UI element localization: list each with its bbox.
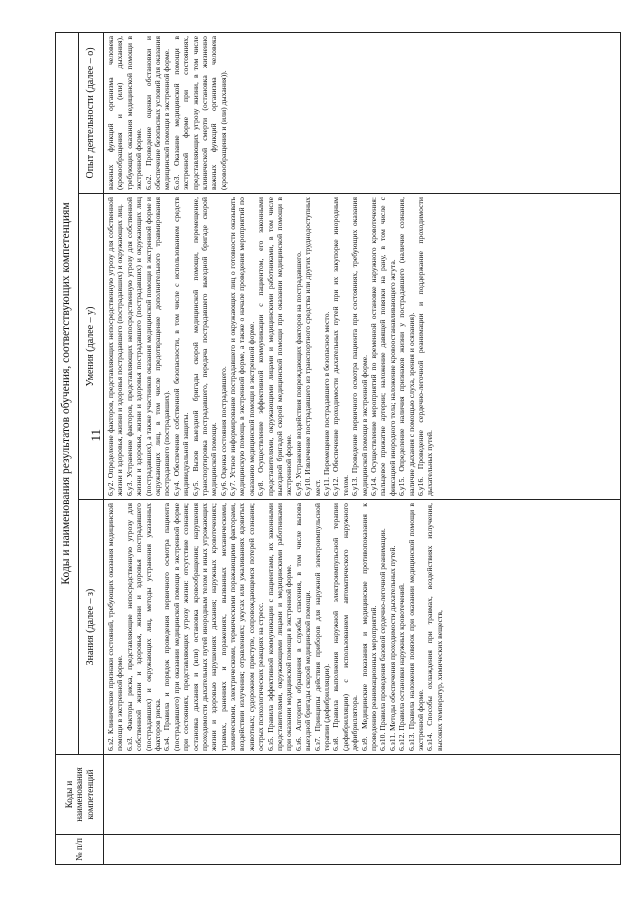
knowledge-cell	[104, 500, 621, 755]
knowledge-item: 6.з7. Принципы действия приборов для наружной электроимпульсной терапии (дефибрилляции).	[312, 503, 331, 751]
skill-item: 6.у6. Оценка состояния пострадавшего.	[218, 366, 228, 496]
competency-table	[55, 32, 621, 865]
knowledge-item: 6.з8. Правила выполнения наружной электроимпульсной терапии (дефибрилляции) с использованием автоматического наружного дефибриллятора.	[331, 503, 360, 751]
table-row	[104, 32, 621, 864]
skill-item: 6.у3. Устранение факторов, представляющих непосредственную угрозу для собственной жизни и здоровья, жизни и здоровья пострадавшего (пострадавших) и окружающих лиц (пострадавших), а также участников оказания медицинской помощи в экстренной форме и окружающих лиц, в том числе предотвращение дополнительного травмирования пострадавшего (пострадавших).	[124, 197, 172, 496]
col-codes-header: Коды и наименования компетенций	[56, 755, 104, 835]
skill-item: 6.у15. Определение наличия признаков жизни у пострадавшего (наличие сознания, наличие дыхания с помощью слуха, зрения и осязания).	[397, 197, 416, 496]
knowledge-item: 6.з5. Правила эффективной коммуникации с пациентами, их законными представителями, окружающими лицами и медицинскими работниками при оказании медицинской помощи в экстренной форме.	[265, 503, 294, 751]
row-code-cell	[104, 755, 621, 835]
page-number: 11	[88, 429, 103, 442]
skill-item: 6.у12. Обеспечение проходимости дыхательных путей при их закупорке инородным телом.	[331, 197, 350, 496]
knowledge-item: 6.з12. Правила остановки наружных кровотечений.	[397, 583, 407, 751]
knowledge-item: 6.з3. Факторы риска, представляющие непосредственную угрозу для собственной жизни и здоровья, жизни и здоровья пострадавшего (пострадавших) и окружающих лиц, методы устранения указанных факторов риска.	[124, 503, 162, 751]
experience-item: важных функций организма человека (кровообращения и (или) дыхания), требующих оказания медицинской помощи в экстренной форме.	[106, 35, 144, 190]
skill-item: 6.у11. Перемещение пострадавшего в безопасное место.	[321, 311, 331, 496]
knowledge-header: Знания (далее – з)	[79, 500, 104, 755]
experience-item: 6.о3. Оказание медицинской помощи в экстренной форме при состояниях, представляющих угрозу жизни, в том числе клинической смерти (остановка жизненно важных функций организма человека (кровообращения и (или) дыхания)).	[171, 35, 228, 190]
skill-item: 6.у8. Осуществление эффективной коммуникации с пациентом, его законными представителями, окружающими лицами и медицинскими работниками, в том числе выездной бригадой скорой медицинской помощи при оказании медицинской помощи в экстренной форме.	[256, 197, 294, 496]
knowledge-item: 6.з13. Правила наложения повязок при оказании медицинской помощи в экстренной форме.	[406, 503, 425, 751]
knowledge-item: 6.з2. Клинические признаки состояний, требующих оказания медицинской помощи в экстренной форме.	[106, 503, 125, 751]
skill-item: 6.у14. Осуществление мероприятий по временной остановке наружного кровотечения: пальцевое прижатие артерии; наложение давящей повязки на рану, в том числе с фиксацией инородного тела; наложение кровоостанавливающего жгута.	[368, 197, 397, 496]
knowledge-item: 6.з9. Медицинские показания и медицинские противопоказания к проведению реанимационных мероприятий.	[359, 503, 378, 751]
skill-item: 6.у7. Устное информирование пострадавшего и окружающих лиц о готовности оказывать медицинскую помощь в экстренной форме, а также о начале проведения мероприятий по оказанию медицинской помощи в экстренной форме.	[228, 197, 256, 496]
experience-cell	[104, 32, 621, 193]
skill-item: 6.у9. Устранение воздействия повреждающих факторов на пострадавшего.	[293, 251, 303, 496]
skill-item: 6.у16. Проведение сердечно-легочной реанимации и поддержание проходимости дыхательных путей.	[415, 197, 435, 496]
skills-cell	[104, 194, 621, 500]
knowledge-item: 6.з14. Способы охлаждения при травмах, воздействиях излучения, высоких температур, химических веществ,	[425, 503, 444, 751]
knowledge-item: 6.з11. Методы обеспечения проходимости дыхательных путей.	[387, 545, 397, 751]
skills-header: Умения (далее – у)	[79, 194, 104, 500]
col-number-header: № п/п	[56, 835, 104, 865]
row-number-cell	[104, 835, 621, 865]
knowledge-item: 6.з6. Алгоритм обращения в службы спасения, в том числе вызова выездной бригады скорой медицинской помощи.	[293, 503, 313, 751]
knowledge-item: 6.з10. Правила проведения базовой сердечно-легочной реанимации.	[378, 528, 388, 751]
skill-item: 6.у2. Определение факторов, представляющих непосредственную угрозу для собственной жизни и здоровья, жизни и здоровья пострадавшего (пострадавших) и окружающих лиц.	[106, 197, 125, 496]
knowledge-item: 6.з4. Правила и порядок проведения первичного осмотра пациента (пострадавшего) при оказании медицинской помощи в экстренной форме при состояниях, представляющих угрозу жизни: отсутствие сознания; остановка дыхания и (или) остановка кровообращения; нарушения проходимости дыхательных путей инородным телом и иных угрожающих жизни и здоровью нарушениях дыхания; наружных кровотечениях; травмах, ранениях и поражениях, вызванных механическими, химическими, электрическими, термическими поражающими факторами, воздействии излучения; отравлениях; укусах или ужаливаниях ядовитых животных; судорожном приступе, сопровождающемся потерей сознания; острых психологических реакциях на стресс.	[162, 503, 266, 751]
skill-item: 6.у5. Вызов выездной бригады скорой медицинской помощи, перемещение, транспортировка пострадавшего, передача пострадавшего выездной бригаде скорой медицинской помощи.	[190, 197, 219, 496]
rotated-table-wrapper	[55, 33, 621, 865]
skill-item: 6.у10. Извлечение пострадавшего из транспортного средства или других труднодоступных мест.	[303, 197, 322, 496]
experience-item: 6.о2. Проведение оценки обстановки и обеспечение безопасных условий для оказания медицинской помощи в экстренной форме.	[143, 35, 172, 190]
skill-item: 6.у4. Обеспечение собственной безопасности, в том числе с использованием средств индивидуальной защиты.	[171, 197, 191, 496]
group-header: Коды и наименования результатов обучения, соответствующих компетенциям	[56, 32, 79, 754]
experience-header: Опыт деятельности (далее – о)	[79, 32, 104, 193]
skill-item: 6.у13. Проведение первичного осмотра пациента при состояниях, требующих оказания медицинской помощи в экстренной форме.	[350, 197, 369, 496]
